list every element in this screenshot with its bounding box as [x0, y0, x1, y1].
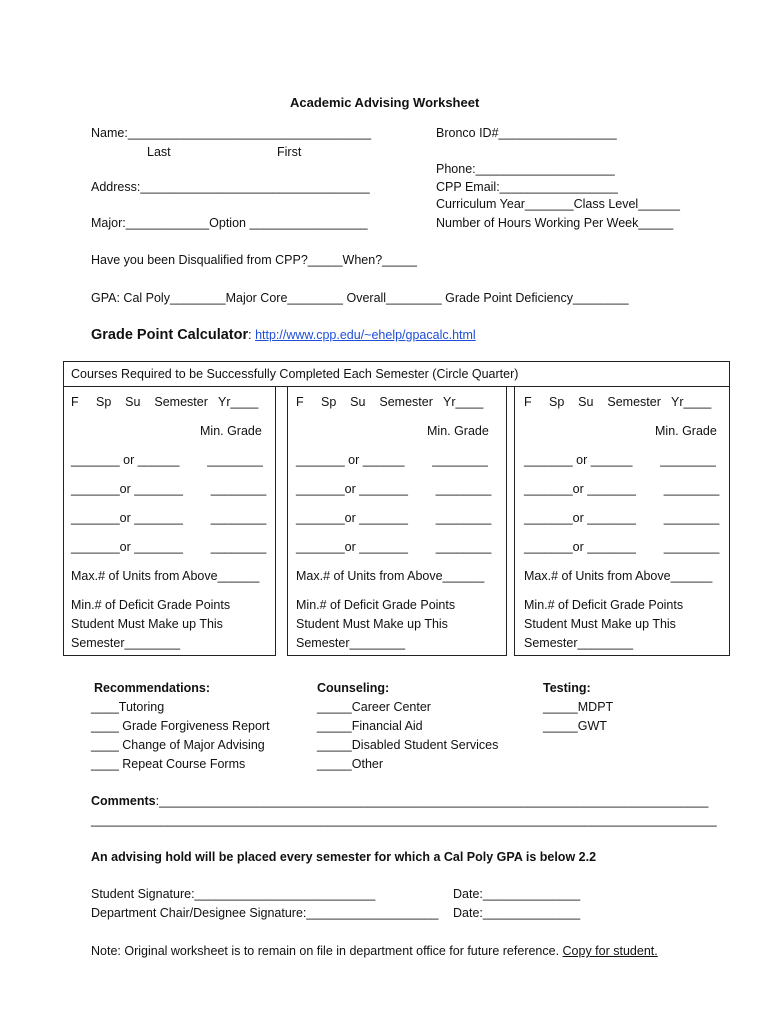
cpp-email-field[interactable]: CPP Email:_________________ [436, 180, 618, 194]
comments-label: Comments [91, 794, 156, 808]
name-field[interactable]: Name:___________________________________ [91, 126, 372, 140]
recommendations-heading: Recommendations: [94, 681, 210, 695]
course-row[interactable]: _______or _______ ________ [71, 482, 267, 496]
grade-point-calculator [91, 327, 476, 343]
deficit-semester-field[interactable]: Semester________ [296, 636, 406, 650]
course-row[interactable]: _______or _______ ________ [296, 511, 492, 525]
counseling-item[interactable]: _____Financial Aid [317, 719, 423, 733]
disqualified-question[interactable]: Have you been Disqualified from CPP?_____When?_____ [91, 253, 417, 267]
course-row[interactable]: _______or _______ ________ [524, 511, 720, 525]
course-row[interactable]: _______ or ______ ________ [296, 453, 488, 467]
max-units-field[interactable]: Max.# of Units from Above______ [71, 569, 260, 583]
note-text: Note: Original worksheet is to remain on file in department office for future reference. [91, 944, 563, 958]
semester-box-3 [514, 386, 730, 656]
first-label: First [277, 145, 302, 159]
deficit-line: Student Must Make up This [296, 617, 448, 631]
courses-header-box [63, 361, 730, 387]
chair-date-field[interactable]: Date:______________ [453, 906, 581, 920]
max-units-field[interactable]: Max.# of Units from Above______ [296, 569, 485, 583]
address-field[interactable]: Address:_________________________________ [91, 180, 370, 194]
recommendation-item[interactable]: ____ Repeat Course Forms [91, 757, 246, 771]
deficit-line: Student Must Make up This [71, 617, 223, 631]
phone-field[interactable]: Phone:____________________ [436, 162, 615, 176]
semester-head[interactable]: F Sp Su Semester Yr____ [524, 395, 712, 409]
semester-head[interactable]: F Sp Su Semester Yr____ [71, 395, 259, 409]
major-option-field[interactable]: Major:____________Option _________________ [91, 216, 368, 230]
course-row[interactable]: _______or _______ ________ [71, 511, 267, 525]
testing-heading: Testing: [543, 681, 591, 695]
deficit-semester-field[interactable]: Semester________ [71, 636, 181, 650]
min-grade-label: Min. Grade [655, 424, 717, 438]
bronco-id-field[interactable]: Bronco ID#_________________ [436, 126, 617, 140]
curriculum-year-field[interactable]: Curriculum Year_______Class Level______ [436, 197, 680, 211]
counseling-item[interactable]: _____Disabled Student Services [317, 738, 499, 752]
course-row[interactable]: _______ or ______ ________ [71, 453, 263, 467]
testing-item[interactable]: _____MDPT [543, 700, 614, 714]
min-grade-label: Min. Grade [200, 424, 262, 438]
deficit-line: Min.# of Deficit Grade Points [524, 598, 684, 612]
student-date-field[interactable]: Date:______________ [453, 887, 581, 901]
deficit-line: Student Must Make up This [524, 617, 676, 631]
course-row[interactable]: _______or _______ ________ [524, 540, 720, 554]
counseling-item[interactable]: _____Other [317, 757, 384, 771]
gpa-line[interactable]: GPA: Cal Poly________Major Core________ Overall________ Grade Point Deficiency________ [91, 291, 629, 305]
last-label: Last [147, 145, 171, 159]
deficit-line: Min.# of Deficit Grade Points [296, 598, 456, 612]
hours-working-field[interactable]: Number of Hours Working Per Week_____ [436, 216, 674, 230]
deficit-semester-field[interactable]: Semester________ [524, 636, 634, 650]
calculator-colon: : [248, 328, 256, 342]
copy-for-student: Copy for student. [562, 944, 658, 958]
course-row[interactable]: _______or _______ ________ [296, 482, 492, 496]
course-row[interactable]: _______or _______ ________ [524, 482, 720, 496]
semester-box-2 [287, 386, 507, 656]
counseling-heading: Counseling: [317, 681, 390, 695]
comments-line-2[interactable]: __________________________________________________________________________________________ [91, 813, 717, 827]
deficit-line: Min.# of Deficit Grade Points [71, 598, 231, 612]
testing-item[interactable]: _____GWT [543, 719, 607, 733]
courses-header: Courses Required to be Successfully Completed Each Semester (Circle Quarter) [71, 367, 519, 381]
recommendation-item[interactable]: ____ Grade Forgiveness Report [91, 719, 270, 733]
advising-hold-notice: An advising hold will be placed every semester for which a Cal Poly GPA is below 2.2 [91, 850, 597, 864]
page-title: Academic Advising Worksheet [290, 95, 480, 110]
calculator-label: Grade Point Calculator [91, 327, 249, 343]
calculator-link[interactable]: http://www.cpp.edu/~ehelp/gpacalc.html [255, 328, 476, 342]
student-signature-field[interactable]: Student Signature:__________________________ [91, 887, 376, 901]
semester-box-1 [63, 386, 276, 656]
recommendation-item[interactable]: ____Tutoring [91, 700, 165, 714]
chair-signature-field[interactable]: Department Chair/Designee Signature:___________________ [91, 906, 439, 920]
recommendation-item[interactable]: ____ Change of Major Advising [91, 738, 265, 752]
counseling-item[interactable]: _____Career Center [317, 700, 431, 714]
comments-line[interactable]: :_______________________________________________________________________________ [155, 794, 709, 808]
max-units-field[interactable]: Max.# of Units from Above______ [524, 569, 713, 583]
min-grade-label: Min. Grade [427, 424, 489, 438]
course-row[interactable]: _______or _______ ________ [296, 540, 492, 554]
comments-field[interactable] [91, 793, 708, 809]
footer-note [91, 943, 658, 959]
semester-head[interactable]: F Sp Su Semester Yr____ [296, 395, 484, 409]
course-row[interactable]: _______ or ______ ________ [524, 453, 716, 467]
course-row[interactable]: _______or _______ ________ [71, 540, 267, 554]
